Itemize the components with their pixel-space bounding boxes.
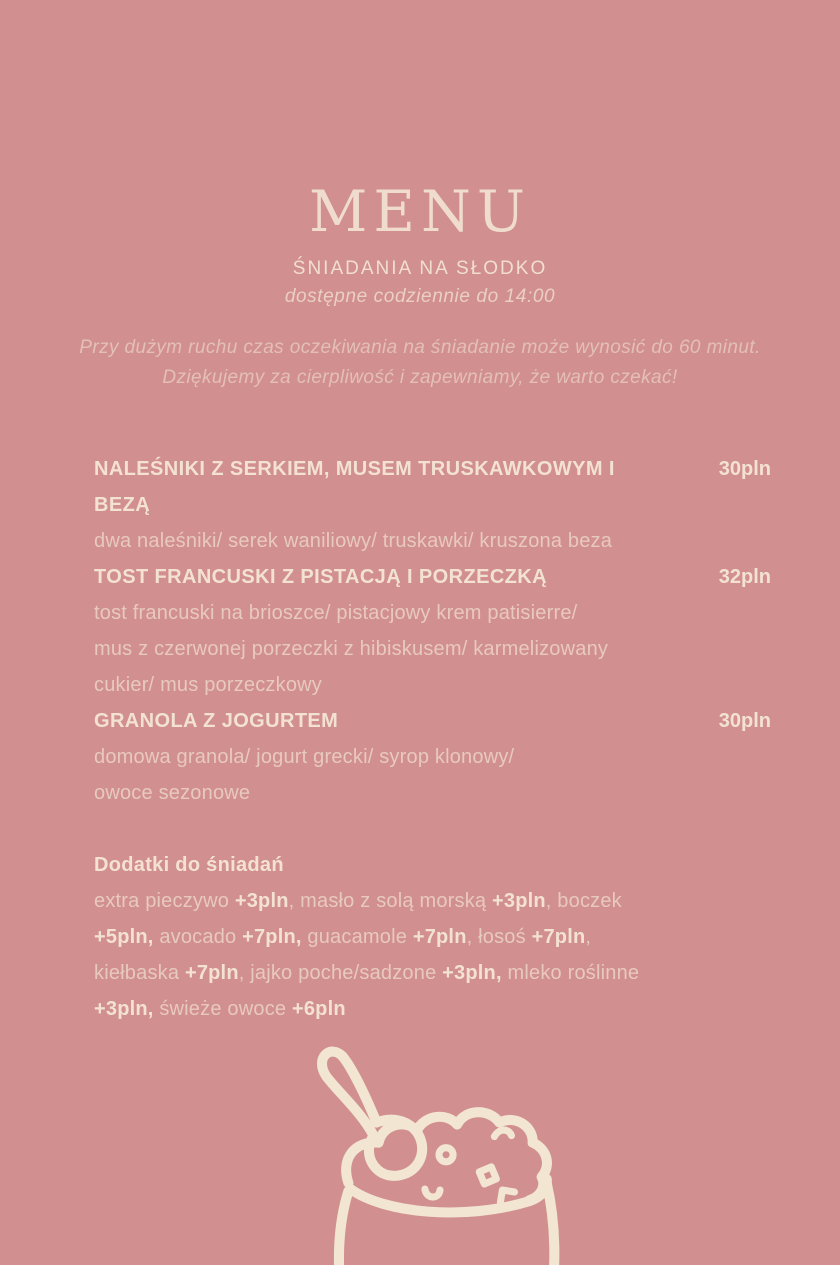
addons-line	[94, 991, 771, 1027]
menu-item	[94, 451, 771, 559]
menu-item	[94, 559, 771, 703]
item-description-line: tost francuski na brioszce/ pistacjowy krem patisierre/	[94, 602, 578, 624]
menu-item-header	[94, 559, 771, 595]
addon-price: +6pln	[291, 998, 346, 1020]
addons-line	[94, 919, 771, 955]
item-description-line: owoce sezonowe	[94, 782, 251, 804]
addon-price: +7pln	[412, 926, 467, 948]
addon-text: extra pieczywo	[94, 890, 235, 912]
page-title: MENU	[309, 179, 531, 245]
item-name: NALEŚNIKI Z SERKIEM, MUSEM TRUSKAWKOWYM I BEZĄ	[94, 458, 615, 516]
wait-time-notice: Przy dużym ruchu czas oczekiwania na śniadanie może wynosić do 60 minut. Dziękujemy za cierpliwość i zapewniamy, że warto czekać!	[79, 337, 761, 388]
item-price: 30pln	[718, 458, 771, 480]
menu-item	[94, 703, 771, 811]
addon-text: mleko roślinne	[501, 962, 640, 984]
addon-text: kiełbaska	[94, 962, 185, 984]
menu-subtitle: ŚNIADANIA NA SŁODKO	[292, 258, 548, 279]
item-description-line: domowa granola/ jogurt grecki/ syrop klonowy/	[94, 746, 515, 768]
item-name: GRANOLA Z JOGURTEM	[94, 710, 339, 732]
granola-bowl-illustration	[288, 1042, 590, 1265]
addon-text: guacamole	[301, 926, 413, 948]
addon-price: +3pln	[492, 890, 546, 912]
addon-price: +7pln,	[242, 926, 302, 948]
addon-price: +7pln	[184, 962, 239, 984]
addon-text: , masło z solą morską	[288, 890, 492, 912]
addons-section	[94, 847, 771, 1027]
availability-note: dostępne codziennie do 14:00	[284, 286, 556, 307]
menu-items	[94, 451, 771, 1027]
addons-title: Dodatki do śniadań	[94, 854, 284, 876]
addon-text: świeże owoce	[153, 998, 292, 1020]
addon-text: , łosoś	[466, 926, 532, 948]
addon-price: +7pln	[531, 926, 586, 948]
addon-text: , boczek	[545, 890, 622, 912]
addon-price: +3pln	[234, 890, 289, 912]
addon-price: +5pln,	[94, 926, 154, 948]
addon-text: avocado	[153, 926, 243, 948]
item-description-line: mus z czerwonej porzeczki z hibiskusem/ karmelizowany	[94, 638, 609, 660]
item-price: 32pln	[718, 566, 771, 588]
addon-text: , jajko poche/sadzone	[238, 962, 443, 984]
item-description-line: cukier/ mus porzeczkowy	[94, 674, 322, 696]
bowl-spoon-line-art	[288, 1042, 590, 1265]
addons-line	[94, 883, 771, 919]
item-description-line: dwa naleśniki/ serek waniliowy/ truskawki/ kruszona beza	[94, 530, 613, 552]
item-name: TOST FRANCUSKI Z PISTACJĄ I PORZECZKĄ	[94, 566, 547, 588]
addon-price: +3pln,	[94, 998, 154, 1020]
addon-price: +3pln,	[442, 962, 502, 984]
menu-header	[0, 0, 840, 308]
item-price: 30pln	[718, 710, 771, 732]
menu-item-header	[94, 451, 771, 523]
menu-item-header	[94, 703, 771, 739]
addon-text: ,	[585, 926, 592, 948]
addons-line	[94, 955, 771, 991]
